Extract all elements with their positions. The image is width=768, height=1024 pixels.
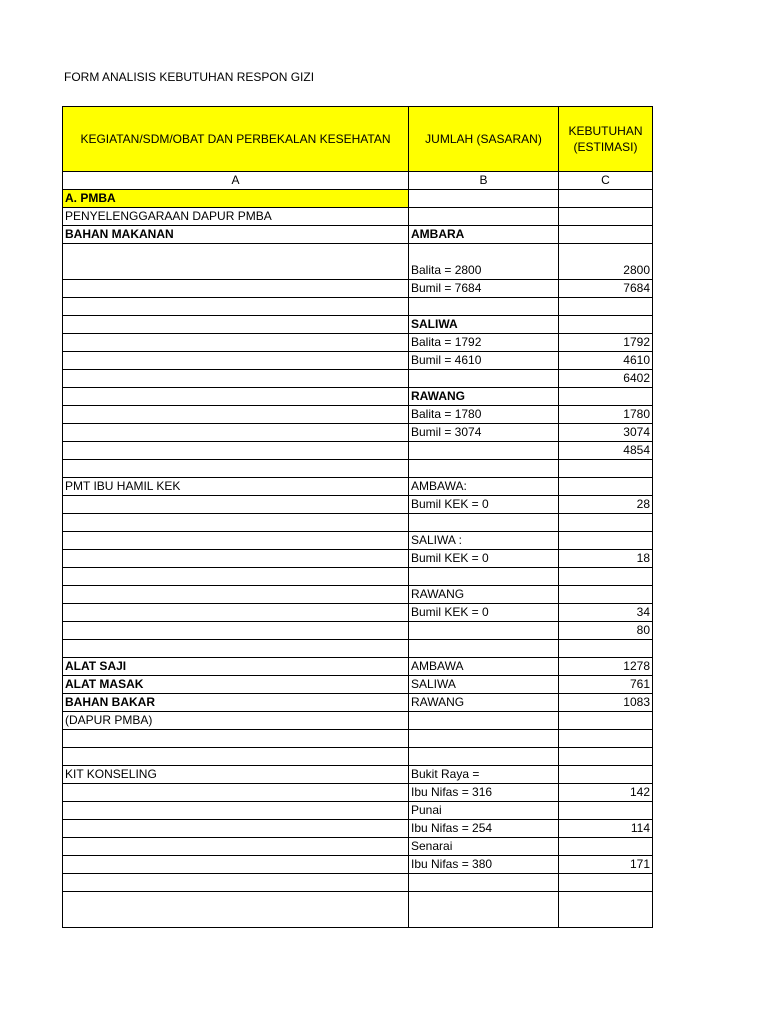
table-row xyxy=(63,496,653,514)
cell-c xyxy=(559,568,653,586)
cell-b: Bumil KEK = 0 xyxy=(409,496,559,514)
cell-a xyxy=(63,892,409,928)
cell-c: 114 xyxy=(559,820,653,838)
table-row xyxy=(63,784,653,802)
cell-b: Ibu Nifas = 254 xyxy=(409,820,559,838)
cell-c xyxy=(559,766,653,784)
cell-a xyxy=(63,334,409,352)
table-row xyxy=(63,280,653,298)
cell-a xyxy=(63,316,409,334)
table-row xyxy=(63,622,653,640)
cell-a xyxy=(63,532,409,550)
table-row xyxy=(63,388,653,406)
cell-c: 761 xyxy=(559,676,653,694)
table-row xyxy=(63,802,653,820)
cell-a xyxy=(63,298,409,316)
table-row xyxy=(63,712,653,730)
cell-b: Bumil = 3074 xyxy=(409,424,559,442)
cell-a xyxy=(63,622,409,640)
cell-b xyxy=(409,442,559,460)
cell-a xyxy=(63,820,409,838)
table-row xyxy=(63,892,653,928)
cell-b xyxy=(409,712,559,730)
cell-b xyxy=(409,514,559,532)
cell-a xyxy=(63,424,409,442)
cell-b xyxy=(409,208,559,226)
cell-c: 18 xyxy=(559,550,653,568)
cell-c xyxy=(559,874,653,892)
table-row xyxy=(63,370,653,388)
cell-c xyxy=(559,298,653,316)
cell-b xyxy=(409,190,559,208)
cell-b: AMBAWA xyxy=(409,658,559,676)
cell-c xyxy=(559,532,653,550)
cell-c xyxy=(559,802,653,820)
table-row xyxy=(63,838,653,856)
cell-a: ALAT MASAK xyxy=(63,676,409,694)
table-row xyxy=(63,190,653,208)
cell-c: 2800 xyxy=(559,244,653,280)
cell-a xyxy=(63,586,409,604)
cell-a xyxy=(63,856,409,874)
cell-c xyxy=(559,892,653,928)
column-letter-b: B xyxy=(409,172,559,190)
cell-c xyxy=(559,712,653,730)
cell-c: 1278 xyxy=(559,658,653,676)
column-letter-c: C xyxy=(559,172,653,190)
cell-b xyxy=(409,730,559,748)
cell-c xyxy=(559,586,653,604)
cell-b xyxy=(409,874,559,892)
cell-b: Punai xyxy=(409,802,559,820)
analysis-table xyxy=(62,106,653,928)
table-row xyxy=(63,694,653,712)
cell-a: PMT IBU HAMIL KEK xyxy=(63,478,409,496)
cell-c xyxy=(559,190,653,208)
table-row xyxy=(63,586,653,604)
cell-c xyxy=(559,316,653,334)
cell-b: AMBAWA: xyxy=(409,478,559,496)
document-title: FORM ANALISIS KEBUTUHAN RESPON GIZI xyxy=(64,70,315,84)
cell-a xyxy=(63,730,409,748)
cell-c xyxy=(559,640,653,658)
table-row xyxy=(63,604,653,622)
cell-b xyxy=(409,892,559,928)
cell-c: 4854 xyxy=(559,442,653,460)
cell-a xyxy=(63,784,409,802)
cell-a xyxy=(63,568,409,586)
cell-b: Bumil = 4610 xyxy=(409,352,559,370)
table-row xyxy=(63,550,653,568)
cell-a xyxy=(63,442,409,460)
cell-c: 171 xyxy=(559,856,653,874)
table-row xyxy=(63,316,653,334)
table-row xyxy=(63,514,653,532)
table-row xyxy=(63,730,653,748)
cell-a: BAHAN BAKAR xyxy=(63,694,409,712)
table-row xyxy=(63,244,653,280)
table-row xyxy=(63,208,653,226)
cell-c xyxy=(559,514,653,532)
cell-b xyxy=(409,748,559,766)
cell-b: RAWANG xyxy=(409,586,559,604)
cell-c xyxy=(559,748,653,766)
table-row xyxy=(63,874,653,892)
header-jumlah: JUMLAH (SASARAN) xyxy=(409,107,559,172)
column-letter-a: A xyxy=(63,172,409,190)
cell-a xyxy=(63,748,409,766)
table-row xyxy=(63,658,653,676)
cell-b xyxy=(409,640,559,658)
table-row xyxy=(63,460,653,478)
cell-a xyxy=(63,406,409,424)
cell-c: 1792 xyxy=(559,334,653,352)
cell-a: PENYELENGGARAAN DAPUR PMBA xyxy=(63,208,409,226)
cell-b: Ibu Nifas = 380 xyxy=(409,856,559,874)
cell-a xyxy=(63,280,409,298)
table-row xyxy=(63,478,653,496)
cell-c: 1083 xyxy=(559,694,653,712)
cell-a xyxy=(63,874,409,892)
cell-b xyxy=(409,370,559,388)
column-letter-row xyxy=(63,172,653,190)
cell-b: SALIWA xyxy=(409,316,559,334)
cell-b: RAWANG xyxy=(409,388,559,406)
cell-b: SALIWA : xyxy=(409,532,559,550)
cell-b: Senarai xyxy=(409,838,559,856)
cell-a: (DAPUR PMBA) xyxy=(63,712,409,730)
cell-b: Bumil KEK = 0 xyxy=(409,604,559,622)
cell-c xyxy=(559,208,653,226)
table-row xyxy=(63,676,653,694)
cell-c: 3074 xyxy=(559,424,653,442)
table-row xyxy=(63,352,653,370)
cell-a: A. PMBA xyxy=(63,190,409,208)
cell-b xyxy=(409,298,559,316)
cell-b: Bumil KEK = 0 xyxy=(409,550,559,568)
table-row xyxy=(63,226,653,244)
table-row xyxy=(63,532,653,550)
table-row xyxy=(63,766,653,784)
table-row xyxy=(63,298,653,316)
cell-a xyxy=(63,244,409,280)
header-row xyxy=(63,107,653,172)
cell-a: KIT KONSELING xyxy=(63,766,409,784)
header-kegiatan: KEGIATAN/SDM/OBAT DAN PERBEKALAN KESEHATAN xyxy=(63,107,409,172)
cell-b: RAWANG xyxy=(409,694,559,712)
cell-c: 34 xyxy=(559,604,653,622)
cell-c xyxy=(559,226,653,244)
cell-c: 142 xyxy=(559,784,653,802)
cell-a xyxy=(63,550,409,568)
cell-b xyxy=(409,622,559,640)
cell-a xyxy=(63,838,409,856)
cell-a xyxy=(63,352,409,370)
cell-c: 7684 xyxy=(559,280,653,298)
cell-c xyxy=(559,388,653,406)
table-row xyxy=(63,406,653,424)
table-row xyxy=(63,748,653,766)
cell-a: ALAT SAJI xyxy=(63,658,409,676)
table-row xyxy=(63,334,653,352)
cell-b xyxy=(409,460,559,478)
cell-b: Ibu Nifas = 316 xyxy=(409,784,559,802)
cell-c: 6402 xyxy=(559,370,653,388)
cell-c: 80 xyxy=(559,622,653,640)
table-row xyxy=(63,820,653,838)
cell-a xyxy=(63,370,409,388)
cell-a xyxy=(63,388,409,406)
cell-c xyxy=(559,838,653,856)
cell-a xyxy=(63,514,409,532)
table-row xyxy=(63,640,653,658)
cell-b: Bukit Raya = xyxy=(409,766,559,784)
cell-c xyxy=(559,460,653,478)
table-row xyxy=(63,442,653,460)
cell-c xyxy=(559,730,653,748)
cell-b: AMBARA xyxy=(409,226,559,244)
cell-c: 1780 xyxy=(559,406,653,424)
cell-c: 28 xyxy=(559,496,653,514)
cell-a xyxy=(63,604,409,622)
cell-a xyxy=(63,460,409,478)
cell-a: BAHAN MAKANAN xyxy=(63,226,409,244)
cell-b: Balita = 1780 xyxy=(409,406,559,424)
cell-a xyxy=(63,496,409,514)
cell-c xyxy=(559,478,653,496)
cell-b xyxy=(409,568,559,586)
cell-b: Bumil = 7684 xyxy=(409,280,559,298)
table-row xyxy=(63,856,653,874)
cell-b: Balita = 2800 xyxy=(409,244,559,280)
header-kebutuhan: KEBUTUHAN (ESTIMASI) xyxy=(559,107,653,172)
cell-c: 4610 xyxy=(559,352,653,370)
table-row xyxy=(63,424,653,442)
cell-b: SALIWA xyxy=(409,676,559,694)
cell-b: Balita = 1792 xyxy=(409,334,559,352)
table-row xyxy=(63,568,653,586)
cell-a xyxy=(63,640,409,658)
cell-a xyxy=(63,802,409,820)
